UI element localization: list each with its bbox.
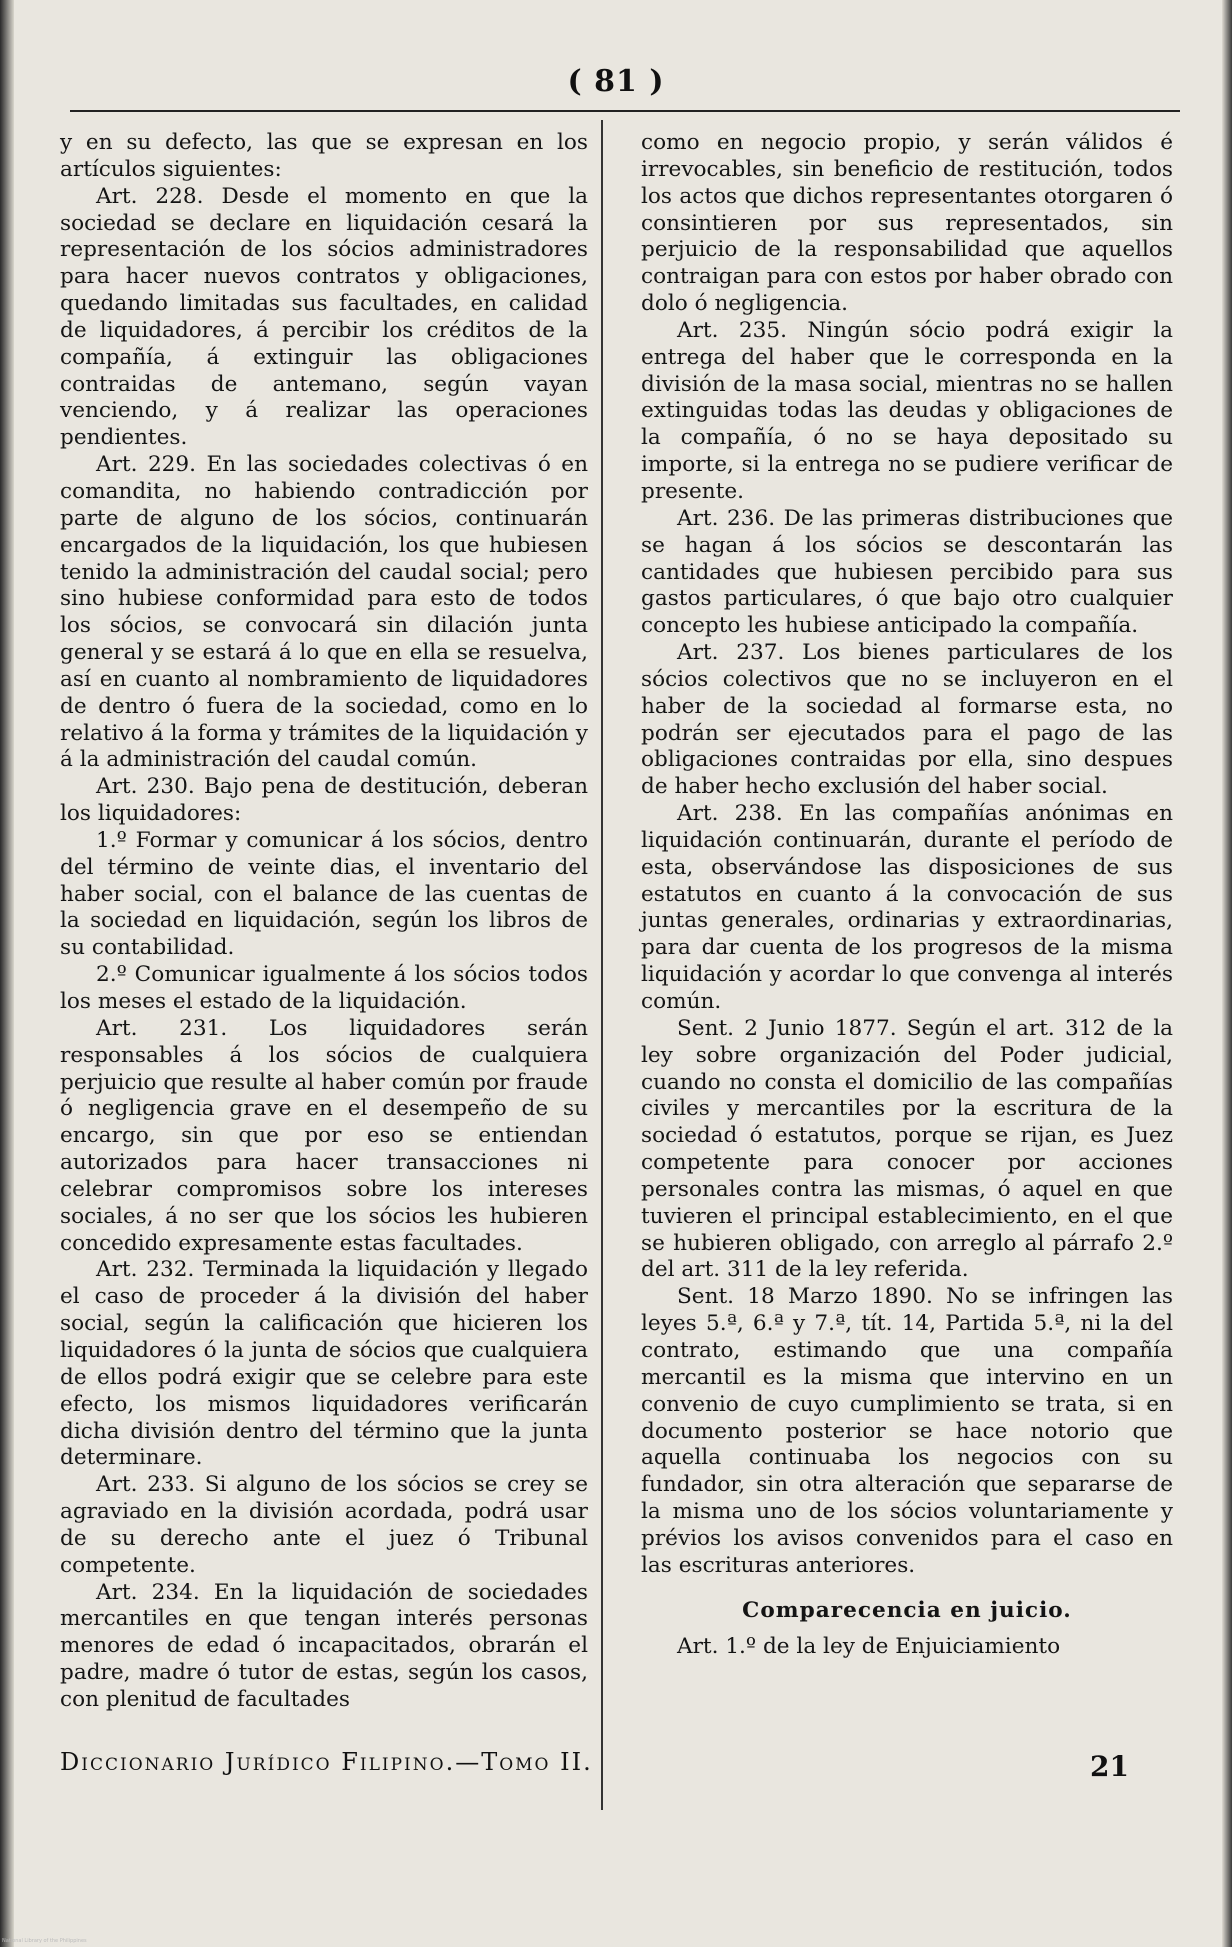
page-edge-left xyxy=(0,0,14,1947)
page-number: ( 81 ) xyxy=(567,64,665,99)
article-230: Art. 230. Bajo pena de destitución, deberan los liquidadores: xyxy=(60,774,588,827)
right-column xyxy=(641,130,1173,1661)
article-235: Art. 235. Ningún sócio podrá exigir la entrega del haber que le corresponda en la división de la masa social, mientras no se hallen extinguidas todas las deudas y obligaciones de la compañía, ó no se haya depositado su importe, si la entrega no se pudiere verificar de presente. xyxy=(641,317,1173,504)
article-234: Art. 234. En la liquidación de sociedades mercantiles en que tengan interés personas menores de edad ó incapacitados, obrarán el padre, madre ó tutor de estas, según los casos, con plenitud de facultades xyxy=(60,1579,588,1712)
article-236: Art. 236. De las primeras distribuciones que se hagan á los sócios se descontarán las cantidades que hubiesen percibido para sus gastos particulares, ó que bajo otro cualquier concepto les hubiese anticipado la compañía. xyxy=(641,505,1173,639)
article-229: Art. 229. En las sociedades colectivas ó en comandita, no habiendo contradicción por parte de alguno de los sócios, continuarán encargados de la liquidación, los que hubiesen tenido la administración del caudal social; pero sino hubiese conformidad para esto de todos los sócios, se convocará sin dilación junta general y se estará á lo que en ella se resuelva, así en cuanto al nombramiento de liquidadores de dentro ó fuera de la sociedad, como en lo relativo á la forma y trámites de la liquidación y á la administración del caudal común. xyxy=(60,452,588,773)
article-230-item-1: 1.º Formar y comunicar á los sócios, dentro del término de veinte dias, el inventario del haber social, con el balance de las cuentas de la sociedad en liquidación, según los libros de su contabilidad. xyxy=(60,827,588,961)
sentence-1877: Sent. 2 Junio 1877. Según el art. 312 de la ley sobre organización del Poder judicial, cuando no consta el domicilio de las compañías civiles y mercantiles por la escritura de la sociedad ó estatutos, porque se rijan, es Juez competente para conocer por acciones personales contra las mismas, ó aquel en que tuvieren el principal establecimiento, en el que se hubieren obligado, con arreglo al párrafo 2.º del art. 311 de la ley referida. xyxy=(641,1015,1173,1283)
paragraph: y en su defecto, las que se expresan en los artículos siguientes: xyxy=(60,130,588,182)
sheet-number: 21 xyxy=(1090,1750,1129,1783)
left-column xyxy=(60,130,588,1714)
section-heading: Comparecencia en juicio. xyxy=(742,1597,1072,1623)
sentence-1890: Sent. 18 Marzo 1890. No se infringen las leyes 5.ª, 6.ª y 7.ª, tít. 14, Partida 5.ª, ni la del contrato, estimando que una compañía mercantil es la misma que intervino en un convenio de cuyo cumplimiento se trata, si en documento posterior se hace notorio que aquella continuaba los negocios con su fundador, sin otra alteración que separarse de la misma uno de los sócios voluntariamente y prévios los avisos convenidos para el caso en las escrituras anteriores. xyxy=(641,1284,1173,1578)
article-230-item-2: 2.º Comunicar igualmente á los sócios todos los meses el estado de la liquidación. xyxy=(60,962,588,1014)
article-233: Art. 233. Si alguno de los sócios se crey se agraviado en la división acordada, podrá usar de su derecho ante el juez ó Tribunal competente. xyxy=(60,1472,588,1578)
paragraph: Art. 1.º de la ley de Enjuiciamiento xyxy=(677,1634,1061,1660)
article-228: Art. 228. Desde el momento en que la sociedad se declare en liquidación cesará la representación de los sócios administradores para hacer nuevos contratos y obligaciones, quedando limitadas sus facultades, en calidad de liquidadores, á percibir los créditos de la compañía, á extinguir las obligaciones contraidas de antemano, según vayan venciendo, y á realizar las operaciones pendientes. xyxy=(60,183,588,451)
column-divider xyxy=(601,120,603,1810)
running-footer: Diccionario Jurídico Filipino.—Tomo II. xyxy=(60,1748,593,1776)
page-edge-right xyxy=(1222,0,1232,1947)
scan-credit: National Library of the Philippines xyxy=(2,1938,87,1944)
article-232: Art. 232. Terminada la liquidación y llegado el caso de proceder á la división del haber social, según la calificación que hicieren los liquidadores ó la junta de sócios que cualquiera de ellos podrá exigir que se celebre para este efecto, los mismos liquidadores verificarán dicha división dentro del término que la junta determinare. xyxy=(60,1257,588,1471)
paragraph: como en negocio propio, y serán válidos é irrevocables, sin beneficio de restitución, todos los actos que dichos representantes otorgaren ó consintieren por sus representados, sin perjuicio de la responsabilidad que aquellos contraigan para con estos por haber obrado con dolo ó negligencia. xyxy=(641,130,1173,317)
article-237: Art. 237. Los bienes particulares de los sócios colectivos que no se incluyeron en el haber de la sociedad al formarse esta, no podrán ser ejecutados para el pago de las obligaciones contraidas por ella, sino despues de haber hecho exclusión del haber social. xyxy=(641,640,1173,800)
article-238: Art. 238. En las compañías anónimas en liquidación continuarán, durante el período de esta, observándose las disposiciones de sus estatutos en cuanto á la convocación de sus juntas generales, ordinarias y extraordinarias, para dar cuenta de los progresos de la misma liquidación y acordar lo que convenga al interés común. xyxy=(641,801,1173,1014)
article-231: Art. 231. Los liquidadores serán responsables á los sócios de cualquiera perjuicio que resulte al haber común por fraude ó negligencia grave en el desempeño de su encargo, sin que por eso se entiendan autorizados para hacer transacciones ni celebrar compromisos sobre los intereses sociales, á no ser que los sócios les hubieren concedido expresamente estas facultades. xyxy=(60,1015,588,1256)
header-rule xyxy=(70,110,1180,112)
